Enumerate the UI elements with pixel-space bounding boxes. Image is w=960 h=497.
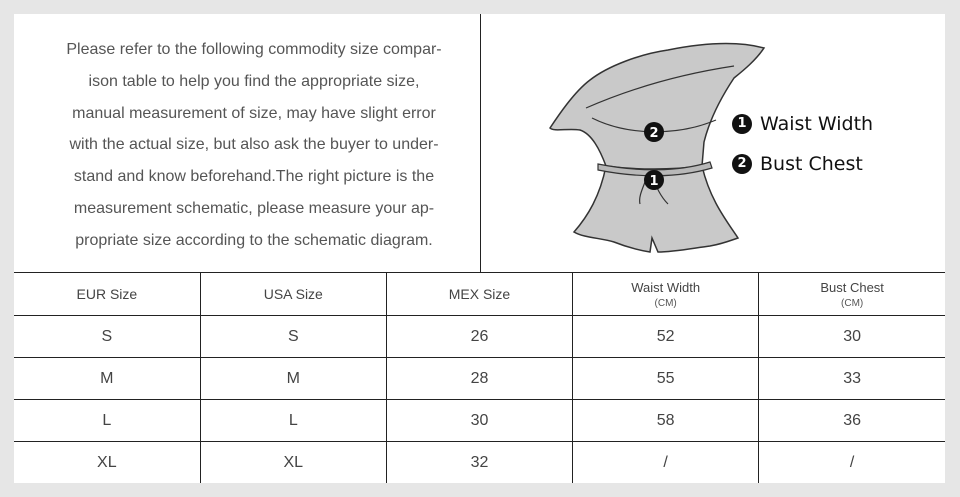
cell-bust-chest: 36 [759, 400, 945, 442]
cell-eur-size: M [14, 358, 200, 400]
size-table [14, 272, 945, 483]
vertical-divider [480, 14, 481, 272]
header-bust-chest: Bust Chest (CM) [759, 273, 945, 316]
cell-mex-size: 30 [386, 400, 572, 442]
cell-waist-width: 58 [573, 400, 759, 442]
legend-label: Waist Width [760, 113, 874, 135]
intro-line: ison table to help you find the appropriate size, [88, 72, 420, 90]
cell-mex-size: 32 [386, 442, 572, 484]
header-eur-size: EUR Size [14, 273, 200, 316]
intro-line: manual measurement of size, may have slight error [72, 104, 436, 122]
cell-usa-size: L [200, 400, 386, 442]
intro-line: Please refer to the following commodity size compar- [66, 41, 442, 58]
cell-eur-size: XL [14, 442, 200, 484]
legend-number-badge: 1 [732, 114, 752, 134]
legend-label: Bust Chest [760, 153, 863, 175]
cell-eur-size: S [14, 316, 200, 358]
intro-line: stand and know beforehand.The right picture is the [73, 168, 435, 186]
legend-waist-width [732, 113, 873, 135]
cell-bust-chest: 30 [759, 316, 945, 358]
legend-number-badge: 2 [732, 154, 752, 174]
table-row [14, 442, 945, 484]
cell-waist-width: / [573, 442, 759, 484]
cell-waist-width: 52 [573, 316, 759, 358]
size-guide-intro [34, 34, 474, 257]
cell-eur-size: L [14, 400, 200, 442]
cell-usa-size: M [200, 358, 386, 400]
legend-bust-chest [732, 153, 863, 175]
cell-bust-chest: 33 [759, 358, 945, 400]
table-row [14, 316, 945, 358]
table-row [14, 400, 945, 442]
size-chart-card [14, 14, 945, 483]
header-mex-size: MEX Size [386, 273, 572, 316]
garment-measurement-diagram [548, 26, 768, 271]
cell-bust-chest: / [759, 442, 945, 484]
header-waist-width: Waist Width (CM) [573, 273, 759, 316]
intro-line: with the actual size, but also ask the buyer to under- [69, 136, 439, 154]
marker-waist-label: 1 [649, 174, 659, 189]
marker-bust-label: 2 [649, 126, 659, 141]
table-row [14, 358, 945, 400]
garment-bodice [550, 44, 764, 169]
cell-usa-size: XL [200, 442, 386, 484]
table-header-row [14, 273, 945, 316]
cell-waist-width: 55 [573, 358, 759, 400]
cell-mex-size: 26 [386, 316, 572, 358]
header-usa-size: USA Size [200, 273, 386, 316]
intro-line: propriate size according to the schematic diagram. [75, 231, 433, 249]
cell-usa-size: S [200, 316, 386, 358]
intro-line: measurement schematic, please measure your ap- [73, 199, 435, 217]
cell-mex-size: 28 [386, 358, 572, 400]
